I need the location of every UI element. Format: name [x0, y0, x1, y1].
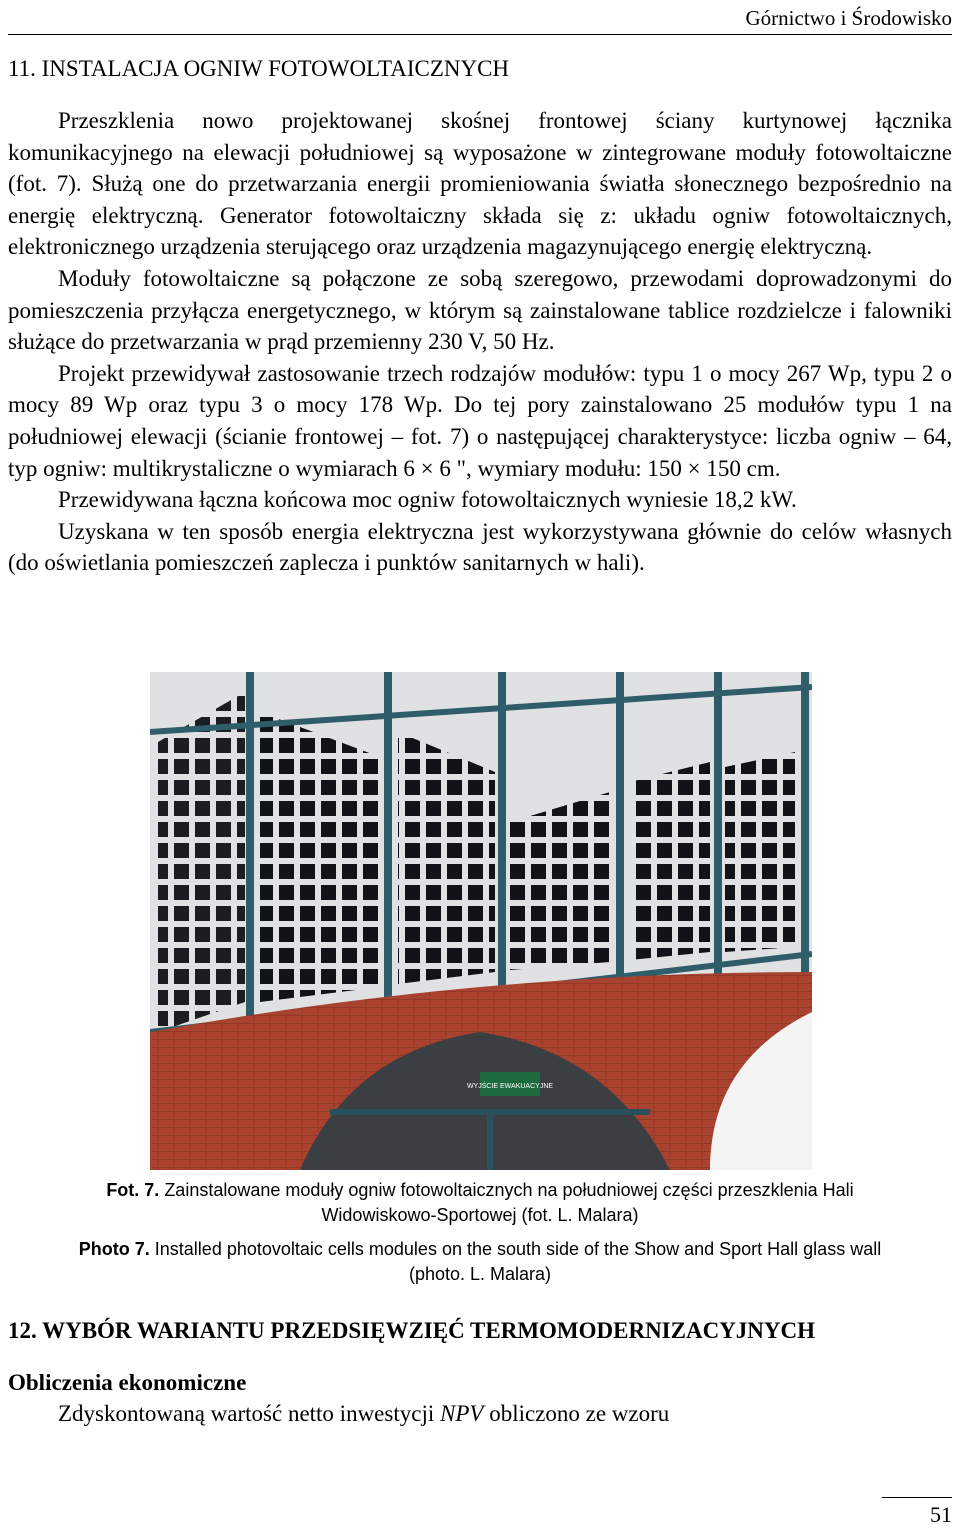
photo-illustration — [150, 672, 812, 1170]
caption-label: Photo 7. — [78, 1239, 150, 1259]
page-number: 51 — [930, 1502, 952, 1527]
photo-caption-pl — [70, 1178, 890, 1228]
paragraph: Uzyskana w ten sposób energia elektryczna jest wykorzystywana głównie do celów własnych (do oświetlania pomieszczeń zaplecza i punktów sanitarnych w hali). — [8, 518, 952, 576]
section-11-body — [8, 105, 952, 579]
paragraph: Przeszklenia nowo projektowanej skośnej frontowej ściany kurtynowej łącznika komunikacyjnego na elewacji południowej są wyposażone w zintegrowane moduły fotowoltaiczne (fot. 7). Służą one do przetwarzania energii promieniowania światła słonecznego bezpośrednio na energię elektryczną. Generator fotowoltaiczny składa się z: układu ogniw fotowoltaicznych, elektronicznego urządzenia sterującego oraz urządzenia magazynującego energię elektryczną. — [8, 108, 952, 260]
page-header — [8, 4, 952, 35]
caption-label: Fot. 7. — [106, 1180, 160, 1200]
caption-text: Installed photovoltaic cells modules on the south side of the Show and Sport Hall glass wall (photo. L. Malara) — [149, 1239, 882, 1284]
caption-text: Zainstalowane moduły ogniw fotowoltaicznych na południowej części przeszklenia Hali Widowiskowo-Sportowej (fot. L. Malara) — [159, 1180, 854, 1225]
section-12-title: 12. WYBÓR WARIANTU PRZEDSIĘWZIĘĆ TERMOMODERNIZACYJNYCH — [8, 1318, 816, 1343]
footer-rule — [882, 1497, 952, 1498]
paragraph: Moduły fotowoltaiczne są połączone ze sobą szeregowo, przewodami doprowadzonymi do pomieszczenia przyłącza energetycznego, w którym są zainstalowane tablice rozdzielcze i falowniki służące do przetwarzania w prąd przemienny 230 V, 50 Hz. — [8, 265, 952, 355]
photo-pv-modules — [150, 672, 812, 1170]
subsection-title: Obliczenia ekonomiczne — [8, 1370, 247, 1395]
section-11-title: 11. INSTALACJA OGNIW FOTOWOLTAICZNYCH — [8, 56, 510, 81]
photo-caption-en — [70, 1237, 890, 1287]
exit-sign-text: WYJŚCIE EWAKUACYJNE — [466, 1083, 554, 1090]
journal-title: Górnictwo i Środowisko — [745, 6, 952, 30]
formula-intro: Zdyskontowaną wartość netto inwestycji NPV obliczono ze wzoru — [58, 1401, 670, 1426]
paragraph: Projekt przewidywał zastosowanie trzech rodzajów modułów: typu 1 o mocy 267 Wp, typu 2 o mocy 89 Wp oraz typu 3 o mocy 178 Wp. Do tej pory zainstalowano 25 modułów typu 1 na południowej elewacji (ścianie frontowej – fot. 7) o następującej charakterystyce: liczba ogniw – 64, typ ogniw: multikrystaliczne o wymiarach 6 × 6 ", wymiary modułu: 150 × 150 cm. — [8, 360, 952, 481]
npv-symbol: NPV — [439, 1401, 484, 1426]
paragraph: Przewidywana łączna końcowa moc ogniw fotowoltaicznych wyniesie 18,2 kW. — [58, 487, 797, 513]
